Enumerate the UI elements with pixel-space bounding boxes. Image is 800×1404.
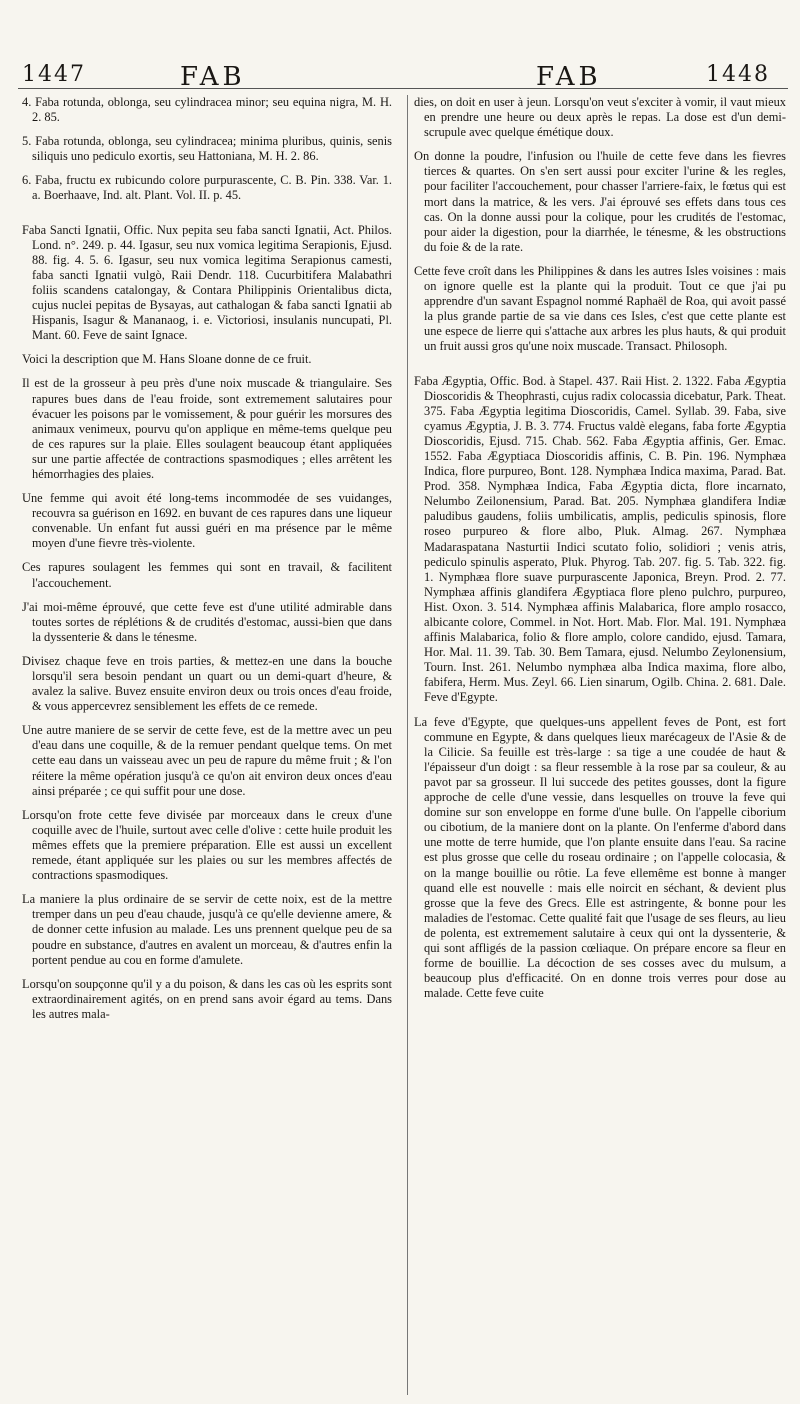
paragraph: La maniere la plus ordinaire de se servir de cette noix, est de la mettre tremper dans un peu d'eau chaude, jusqu'à ce qu'elle devienne amere, & de donner cette infusion au malade. Les uns prennent quelque peu de sa poudre en substance, d'autres en avalent un morceau, & d'autres enfin la portent pendue au cou en forme d'amulete. bbox=[22, 892, 392, 967]
paragraph: 4. Faba rotunda, oblonga, seu cylindracea minor; seu equina nigra, M. H. 2. 85. bbox=[22, 95, 392, 125]
paragraph: On donne la poudre, l'infusion ou l'huile de cette feve dans les fievres tierces & quartes. On s'en sert aussi pour exciter l'urine & les regles, pour faciliter l'accouchement, pour chasser l'arriere-faix, le fœtus qui est mort dans la matrice, & les vers. J'ai éprouvé ses effets dans tous ces cas. On la donne aussi pour la colique, pour les crudités de l'estomac, pour aider la digestion, pour la diarrhée, le ténesme, & les obstructions du foie & de la rate. bbox=[414, 149, 786, 254]
left-running-head: FAB bbox=[180, 62, 246, 92]
paragraph: Divisez chaque feve en trois parties, & mettez-en une dans la bouche lorsqu'il sera besoin pendant un quart ou un demi-quart d'heure, & avalez la salive. Buvez ensuite environ deux ou trois onces d'eau froide, & vous appercevrez sensiblement les effets de ce remede. bbox=[22, 653, 392, 714]
right-column bbox=[414, 95, 786, 1010]
right-running-head: FAB bbox=[536, 62, 602, 92]
paragraph: Cette feve croît dans les Philippines & dans les autres Isles voisines : mais on ignore quelle est la plante qui la produit. Tout ce que j'ai pu apprendre d'un savant Espagnol nommé Raphaël de Roa, qui avoit passé la plus grande partie de sa vie dans ces Isles, c'est que cette plante est une espece de lierre qui s'attache aux arbres les plus hauts, & qui produit un fruit aussi gros qu'une noix muscade. Transact. Philosoph. bbox=[414, 263, 786, 354]
left-page-number: 1447 bbox=[22, 62, 86, 87]
paragraph: dies, on doit en user à jeun. Lorsqu'on veut s'exciter à vomir, il vaut mieux en prendre une heure ou deux après le repas. La dose est d'un demi-scrupule avec quelque émétique doux. bbox=[414, 95, 786, 140]
column-divider bbox=[407, 95, 408, 1395]
header-rule bbox=[18, 88, 788, 89]
paragraph: Lorsqu'on frote cette feve divisée par morceaux dans le creux d'une coquille avec de l'huile, surtout avec celle d'olive : cette huile produit les mêmes effets que la premiere préparation. Elle est aussi un excellent remede, étant appliquée sur les plaies ou sur les membres affectés de contractions spasmodiques. bbox=[22, 807, 392, 883]
paragraph: Une femme qui avoit été long-tems incommodée de ses vuidanges, recouvra sa guérison en 1692. en buvant de ces rapures dans une liqueur convenable. Un enfant fut aussi guéri en ma présence par le même moyen d'une fievre très-violente. bbox=[22, 491, 392, 551]
left-column bbox=[22, 95, 392, 1031]
entry-faba-sancti-ignatii: Faba Sancti Ignatii, Offic. Nux pepita seu faba sancti Ignatii, Act. Philos. Lond. n°. 249. p. 44. Igasur, seu nux vomica legitima Serapionis, Ejusd. 88. fig. 4. 5. 6. Igasur, seu nux vomica legitima Serapionus camesti, faba sancti Ignatii vulgò, Raii Dendr. 118. Cucurbitifera Malabathri foliis scandens catalongay, & Contara Philippinis Orientalibus dicta, cujus nuclei pepitas de Bysayas, aut cathalogan & faba sancti Ignatii ab Hispanis, Isagur & Mananaog, i. e. Victoriosi, insulanis nuncupati, Pl. Mant. 60. Feve de saint Ignace. bbox=[22, 222, 392, 343]
paragraph: 6. Faba, fructu ex rubicundo colore purpurascente, C. B. Pin. 338. Var. 1. a. Boerhaave, Ind. alt. Plant. Vol. II. p. 45. bbox=[22, 173, 392, 203]
entry-faba-aegyptia: Faba Ægyptia, Offic. Bod. à Stapel. 437. Raii Hist. 2. 1322. Faba Ægyptia Dioscoridis & Theophrasti, cujus radix colocassia dicebatur, Park. Theat. 375. Faba Ægyptia legitima Dioscoridis, Camel. Syllab. 39. Faba, sive cyamus Ægyptia, J. B. 3. 774. Fructus valdè elegans, faba forte Ægyptia Dioscoridis, Ejusd. 715. Chab. 562. Faba Ægyptia affinis, Ger. Emac. 1552. Faba Ægyptiaca Dioscoridis affinis, C. B. Pin. 196. Nymphæa Indica, flore purpureo, Bont. 128. Nymphæa Indica maxima, Parad. Bat. Prod. 358. Nymphæa Indica, Faba Ægyptia dicta, flore incarnato, Nelumbo Zeilonensium, Parad. Bat. 205. Nymphæa glandifera Indiæ paludibus gaudens, foliis umbilicatis, amplis, pediculis spinosis, flore roseo purpureo & flore albo, Pluk. Almag. 267. Nymphæa Madaraspatana Nasturtii Indici scutato folio, solidiori ; venis atris, pediculo spinulis asperato, Pluk. Phyrog. Tab. 207. fig. 5. Tab. 322. fig. 1. Nymphæa flore suave purpurascente Japonica, Breyn. Prod. 2. 77. Nymphæa affinis glandifera Ægyptiaca flore pleno pulchro, purpureo, Hist. Oxon. 3. 514. Nymphæa affinis Malabarica, flore amplo rosacco, albicante colore, Commel. in Not. Hort. Mab. Flor. Mal. 191. Nymphæa affinis Malabarica, folio & flore amplo, colore candido, ejusd. Tamara, Hor. Mal. 11. 39. Tab. 30. Bem Tamara, ejusd. Nelumbo Zeylonensium, Tourn. Inst. 261. Nelumbo nymphæa alba Indica maxima, flore albo, fabifera, Herm. Mus. Zeyl. 66. Lien sinarum, Ogilb. China. 2. 681. Dale. Feve d'Egypte. bbox=[414, 373, 786, 705]
paragraph: Lorsqu'on soupçonne qu'il y a du poison, & dans les cas où les esprits sont extraordinairement agités, on en prend sans avoir égard au tems. Dans les autres mala- bbox=[22, 976, 392, 1021]
paragraph: Il est de la grosseur à peu près d'une noix muscade & triangulaire. Ses rapures bues dans de l'eau froide, sont extremement salutaires pour évacuer les poisons par le vomissement, & pour guérir les morsures des animaux venimeux, pourvu qu'on applique en même-tems quelque peu de ces rapures sur la plaie. Elles soulagent beaucoup étant appliquées sur une partie affectée de contractions spasmodiques ; elles arrêtent les hémorrhagies des plaies. bbox=[22, 376, 392, 481]
paragraph: Voici la description que M. Hans Sloane donne de ce fruit. bbox=[22, 352, 312, 367]
right-page-number: 1448 bbox=[706, 62, 770, 87]
paragraph: J'ai moi-même éprouvé, que cette feve est d'une utilité admirable dans toutes sortes de réplétions & de crudités d'estomac, aussi-bien que dans la dyssenterie & dans le ténesme. bbox=[22, 599, 392, 644]
paragraph: 5. Faba rotunda, oblonga, seu cylindracea; minima pluribus, quinis, senis siliquis uno pediculo exortis, seu Hattoniana, M. H. 2. 86. bbox=[22, 134, 392, 164]
paragraph: Une autre maniere de se servir de cette feve, est de la mettre avec un peu d'eau dans une coquille, & de la remuer pendant quelque tems. On met cette eau dans un vaisseau avec un peu de rapure du même fruit ; & l'on réitere la même opération jusqu'à ce qu'on ait environ deux onces d'eau ainsi préparée ; ce qui suffit pour une dose. bbox=[22, 723, 392, 798]
paragraph: Ces rapures soulagent les femmes qui sont en travail, & facilitent l'accouchement. bbox=[22, 560, 392, 590]
paragraph: La feve d'Egypte, que quelques-uns appellent feves de Pont, est fort commune en Egypte, & dans quelques lieux marécageux de l'Asie & de la Cilicie. Sa feuille est très-large : sa tige a une coudée de haut & l'épaisseur d'un doigt : sa fleur ressemble à la rose par sa couleur, & au pavot par sa grosseur. Il lui succede des petites gousses, dont la figure approche de celle d'une vessie, dans lesquelles on trouve la feve qui domine sur son enveloppe en forme d'une bulle. On l'appelle ciborium ou cibotium, de la maniere dont on la plante. On l'enferme d'abord dans une motte de terre humide, que l'on plante ensuite dans l'eau. Sa racine est plus grosse que celle du roseau ordinaire ; on l'appelle colocasia, & on la mange bouillie ou rôtie. La feve ellemême est bonne à manger quand elle est nouvelle : mais elle noircit en séchant, & devient plus grosse que la feve des Grecs. Elle est astringente, & bonne pour les maladies de l'estomac. Cette qualité fait que l'usage de ses fleurs, au lieu de polenta, est extremement salutaire à ceux qui ont la dyssenterie, & qui sont affligés de la passion cœliaque. On prépare encore sa fleur en forme de bouillie. La décoction de ses cosses avec du mulsum, a beaucoup plus d'efficacité. On en donne trois verres pour dose au malade. Cette feve cuite bbox=[414, 714, 786, 1001]
